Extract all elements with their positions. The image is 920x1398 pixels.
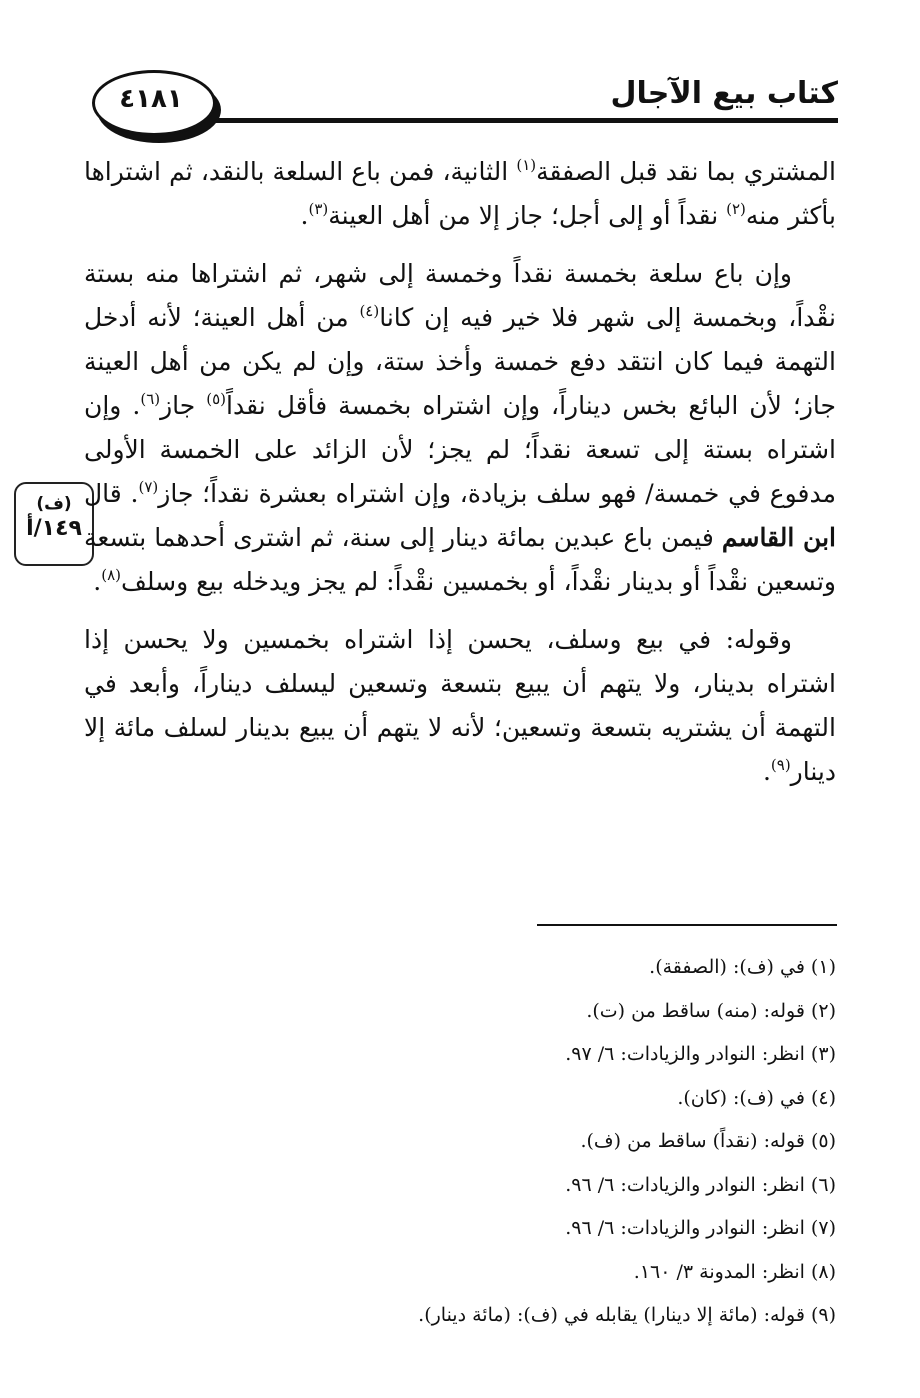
- footnote-separator: [537, 924, 837, 926]
- text-segment: جاز: [160, 391, 207, 420]
- header-rule: [190, 118, 838, 123]
- margin-folio-number: ١٤٩/أ: [26, 516, 82, 541]
- text-segment: وقوله: في بيع وسلف، يحسن إذا اشتراه بخمسين ولا يحسن إذا اشتراه بدينار، ولا يتهم أن يبيع بتسعة وتسعين ليسلف ديناراً، وأبعد في التهمة أن يشتريه بتسعة وتسعين؛ لأنه لا يتهم أن يبيع بدينار لسلف مائة إلا دينار: [84, 625, 836, 786]
- paragraph: [84, 618, 836, 794]
- footnote-item: (٩) قوله: (مائة إلا دينارا) يقابله في (ف): (مائة دينار).: [418, 1304, 836, 1326]
- footnote-item: (٢) قوله: (منه) ساقط من (ت).: [586, 999, 836, 1022]
- footnote-reference: (٩): [770, 756, 791, 774]
- margin-manuscript-label: (ف): [36, 494, 72, 514]
- footnote-reference: (٨): [101, 566, 121, 584]
- footnote-item: (٥) قوله: (نقداً) ساقط من (ف).: [580, 1130, 836, 1152]
- footnote-reference: (٤): [359, 302, 380, 320]
- footnote-reference: (٣): [308, 200, 329, 218]
- footnote-item: (٧) انظر: النوادر والزيادات: ٦/ ٩٦.: [565, 1217, 836, 1239]
- paragraph: [84, 252, 836, 604]
- text-segment: .: [93, 567, 102, 596]
- footnote-item: (٨) انظر: المدونة ٣/ ١٦٠.: [633, 1260, 836, 1283]
- footnote-reference: (١): [516, 156, 537, 174]
- paragraph: [84, 150, 836, 238]
- text-segment: وإن باع سلعة بخمسة نقداً وخمسة إلى شهر، ثم اشتراها منه بستة نقْداً، وبخمسة إلى شهر فلا خير فيه إن كانا: [84, 259, 836, 332]
- footnotes-list: [84, 946, 836, 1338]
- text-segment: .: [300, 201, 309, 230]
- text-segment: الثانية، فمن باع السلعة بالنقد، ثم اشتراها بأكثر منه: [84, 157, 836, 230]
- footnote-item: (٦) انظر: النوادر والزيادات: ٦/ ٩٦.: [565, 1173, 836, 1196]
- footnote-reference: (٥): [206, 390, 227, 408]
- text-segment: من أهل العينة؛ لأنه أدخل التهمة فيما كان انتقد دفع خمسة وأخذ ستة، وإن لم يكن من أهل العينة جاز؛ لأن البائع بخس ديناراً، وإن اشتراه بخمسة فأقل نقداً: [84, 303, 836, 420]
- footnote-item: (٣) انظر: النوادر والزيادات: ٦/ ٩٧.: [565, 1043, 836, 1065]
- text-segment: . وإن اشتراه بستة إلى تسعة نقداً؛ لم يجز؛ لأن الزائد على الخمسة الأولى مدفوع في خمسة/ فهو سلف بزيادة، وإن اشتراه بعشرة نقداً؛ جاز: [84, 391, 836, 508]
- margin-folio-note: [14, 482, 94, 566]
- footnote-item: (١) في (ف): (الصفقة).: [649, 956, 836, 978]
- footnote-reference: (٢): [726, 200, 746, 218]
- footnote-item: (٤) في (ف): (كان).: [677, 1086, 836, 1109]
- text-segment: . قال: [84, 479, 139, 508]
- page-number: ٤١٨١: [119, 84, 183, 114]
- main-text: [84, 150, 836, 808]
- text-segment: نقداً أو إلى أجل؛ جاز إلا من أهل العينة: [328, 201, 727, 230]
- scholar-name: ابن القاسم: [721, 523, 836, 552]
- text-segment: فيمن باع عبدين بمائة دينار إلى سنة، ثم اشترى أحدهما بتسعة وتسعين نقْداً أو بدينار نقْداً، أو بخمسين نقْداً: لم يجز ويدخله بيع وسلف: [84, 523, 836, 596]
- book-title: كتاب بيع الآجال: [610, 76, 838, 111]
- footnote-reference: (٧): [138, 478, 159, 496]
- footnote-reference: (٦): [140, 390, 161, 408]
- text-segment: .: [762, 757, 771, 786]
- text-segment: المشتري بما نقد قبل الصفقة: [536, 157, 836, 186]
